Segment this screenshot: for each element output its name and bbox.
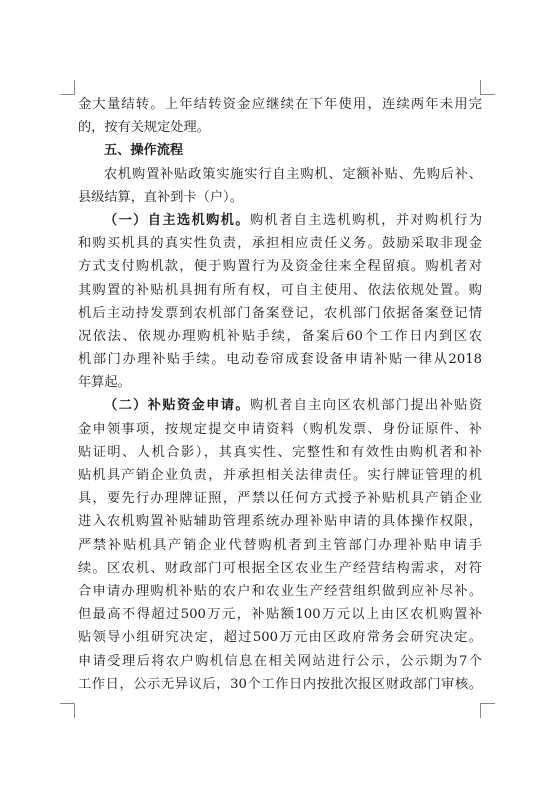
text-line [78,487,482,510]
text-line [78,650,482,673]
line-text: 金申领事项，按规定提交申请资料（购机发票、身份证原件、补 [78,421,482,437]
line-text: 机部门办理补贴手续。电动卷帘成套设备申请补贴一律从2018 [78,352,482,368]
line-text: 贴领导小组研究决定，超过500万元由区政府常务会研究决定。 [78,630,482,646]
subsection-title: （一）自主选机购机。 [104,212,250,228]
text-line [78,441,482,464]
text-line [78,510,482,533]
line-text: 续。区农机、财政部门可根据全区农业生产经营结构需求，对符 [78,560,482,576]
line-text: 合申请办理购机补贴的农户和农业生产经营组织做到应补尽补。 [78,583,482,599]
line-text: 但最高不得超过500万元，补贴额100万元以上由区农机购置补 [78,607,482,623]
text-line [78,580,482,603]
text-line [78,209,482,232]
text-line [78,93,482,116]
text-line [78,255,482,278]
text-line [78,394,482,417]
line-text: 机后主动持发票到农机部门备案登记，农机部门依据备案登记情 [78,305,482,321]
line-text: 进入农机购置补贴辅助管理系统办理补贴申请的具体操作权限， [78,514,482,530]
line-text: 购机者自主向区农机部门提出补贴资 [249,398,482,414]
subsection-title: （二）补贴资金申请。 [104,398,250,414]
line-text: 方式支付购机款，便于购置行为及资金往来全程留痕。购机者对 [78,259,482,275]
line-text: 购机者自主选机购机，并对购机行为 [249,212,482,228]
line-text: 具，要先行办理牌证照，严禁以任何方式授予补贴机具产销企业 [78,491,482,507]
text-line [78,371,482,394]
text-line [78,302,482,325]
text-line [78,418,482,441]
text-line [78,325,482,348]
text-line [78,279,482,302]
text-line [78,348,482,371]
crop-mark-top-left [60,80,75,95]
text-line [78,186,482,209]
line-text: 县级结算，直补到卡（户）。 [78,189,243,205]
line-text: 金大量结转。上年结转资金应继续在下年使用，连续两年未用完 [78,97,482,112]
crop-mark-bottom-left [60,703,75,718]
crop-mark-top-right [480,80,495,95]
text-line [78,626,482,649]
text-line [78,464,482,487]
document-body [78,93,482,696]
line-text: 贴证明、人机合影），其真实性、完整性和有效性由购机者和补 [78,444,482,460]
line-text: 贴机具产销企业负责，并承担相关法律责任。实行牌证管理的机 [78,468,482,483]
line-text: 的，按有关规定处理。 [78,120,210,136]
text-line [78,603,482,626]
line-text: 农机购置补贴政策实施实行自主购机、定额补贴、先购后补、 [104,166,482,182]
line-text: 严禁补贴机具产销企业代替购机者到主管部门办理补贴申请手 [78,537,482,553]
line-text: 和购买机具的真实性负责，承担相应责任义务。鼓励采取非现金 [78,236,482,252]
line-text: 工作日，公示无异议后，30个工作日内按批次报区财政部门审核。 [78,676,482,692]
line-text: 申请受理后将农户购机信息在相关网站进行公示，公示期为7个 [78,653,482,669]
line-text: 五、操作流程 [104,143,184,159]
section-heading [78,139,482,162]
line-text: 年算起。 [78,375,131,391]
text-line [78,163,482,186]
text-line [78,557,482,580]
text-line [78,673,482,696]
text-line [78,232,482,255]
crop-mark-bottom-right [480,703,495,718]
text-line [78,534,482,557]
line-text: 其购置的补贴机具拥有所有权，可自主使用、依法依规处置。购 [78,282,482,298]
text-line [78,116,482,139]
line-text: 况依法、依规办理购机补贴手续，备案后60个工作日内到区农 [78,328,482,344]
